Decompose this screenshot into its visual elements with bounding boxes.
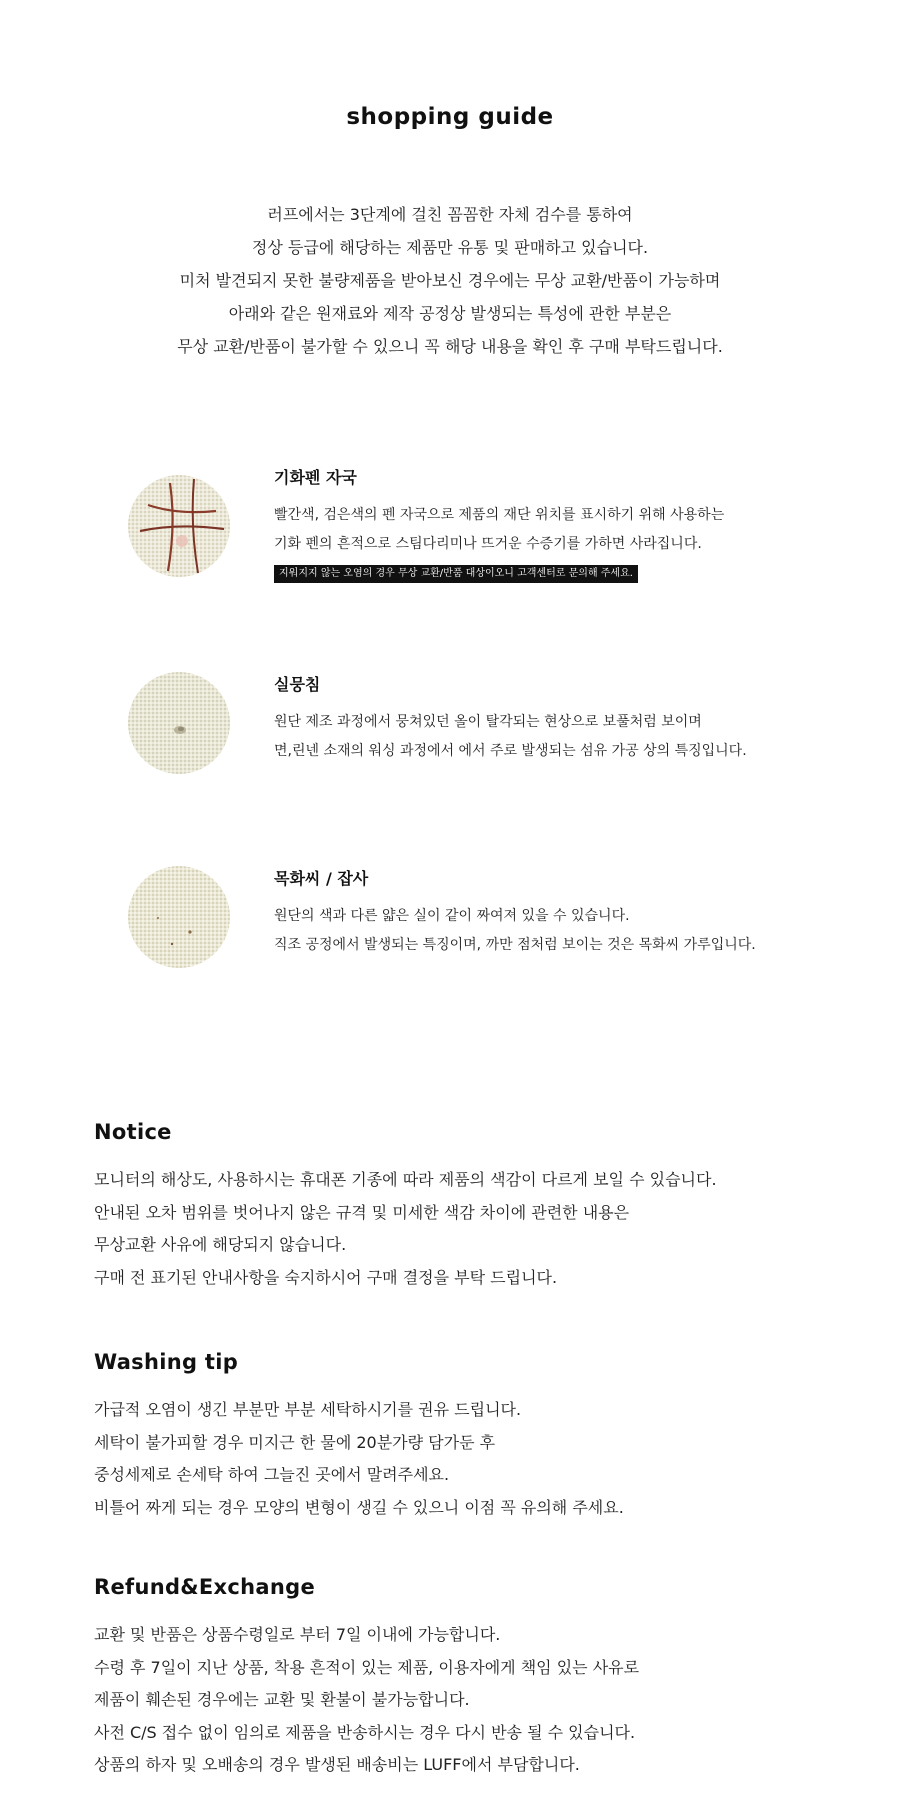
washing-line: 중성세제로 손세탁 하여 그늘진 곳에서 말려주세요. xyxy=(94,1465,450,1484)
refund-line: 상품의 하자 및 오배송의 경우 발생된 배송비는 LUFF에서 부담합니다. xyxy=(94,1755,580,1774)
refund-exchange-heading: Refund&Exchange xyxy=(94,1575,315,1599)
description-line: 빨간색, 검은색의 펜 자국으로 제품의 재단 위치를 표시하기 위해 사용하는 xyxy=(274,507,725,523)
refund-exchange-body xyxy=(94,1619,639,1782)
slub-swatch-image xyxy=(128,672,230,774)
notice-body xyxy=(94,1164,717,1294)
notice-line: 모니터의 해상도, 사용하시는 휴대폰 기종에 따라 제품의 색감이 다르게 보일 수 있습니다. xyxy=(94,1170,717,1189)
item-title: 목화씨 / 잡사 xyxy=(274,869,369,888)
refund-line: 교환 및 반품은 상품수령일로 부터 7일 이내에 가능합니다. xyxy=(94,1625,501,1644)
description-line: 면,린넨 소재의 워싱 과정에서 에서 주로 발생되는 섬유 가공 상의 특징입니다. xyxy=(274,743,747,759)
intro-line: 아래와 같은 원재료와 제작 공정상 발생되는 특성에 관한 부분은 xyxy=(228,304,672,323)
notice-heading: Notice xyxy=(94,1120,172,1144)
pen-mark-swatch-image xyxy=(128,475,230,577)
refund-line: 사전 C/S 접수 없이 임의로 제품을 반송하시는 경우 다시 반송 될 수 있습니다. xyxy=(94,1722,636,1742)
notice-line: 구매 전 표기된 안내사항을 숙지하시어 구매 결정을 부탁 드립니다. xyxy=(94,1267,558,1287)
washing-line: 세탁이 불가피할 경우 미지근 한 물에 20분가량 담가둔 후 xyxy=(94,1432,496,1452)
cotton-seed-swatch-image xyxy=(128,866,230,968)
intro-text xyxy=(0,198,900,363)
refund-line: 수령 후 7일이 지난 상품, 착용 흔적이 있는 제품, 이용자에게 책임 있는 사유로 xyxy=(94,1657,640,1677)
description-line: 원단 제조 과정에서 뭉쳐있던 올이 탈각되는 현상으로 보풀처럼 보이며 xyxy=(274,714,702,730)
description-line: 기화 펜의 흔적으로 스팀다리미나 뜨거운 수증기를 가하면 사라집니다. xyxy=(274,536,702,552)
notice-line: 무상교환 사유에 해당되지 않습니다. xyxy=(94,1235,347,1254)
washing-tip-body xyxy=(94,1394,624,1524)
page-title: shopping guide xyxy=(346,104,554,130)
intro-line: 정상 등급에 해당하는 제품만 유통 및 판매하고 있습니다. xyxy=(251,238,649,257)
item-title: 실뭉침 xyxy=(274,675,321,694)
washing-line: 가급적 오염이 생긴 부분만 부분 세탁하시기를 권유 드립니다. xyxy=(94,1400,522,1419)
notice-line: 안내된 오차 범위를 벗어나지 않은 규격 및 미세한 색감 차이에 관련한 내용은 xyxy=(94,1202,630,1222)
description-line: 원단의 색과 다른 얇은 실이 같이 짜여져 있을 수 있습니다. xyxy=(274,908,630,924)
washing-line: 비틀어 짜게 되는 경우 모양의 변형이 생길 수 있으니 이점 꼭 유의해 주세요. xyxy=(94,1497,624,1517)
item-description xyxy=(274,501,724,559)
refund-line: 제품이 훼손된 경우에는 교환 및 환불이 불가능합니다. xyxy=(94,1690,470,1709)
intro-line: 러프에서는 3단계에 걸친 꼼꼼한 자체 검수를 통하여 xyxy=(267,205,633,224)
item-description xyxy=(274,708,747,766)
washing-tip-heading: Washing tip xyxy=(94,1350,239,1374)
warning-badge: 지워지지 않는 오염의 경우 무상 교환/반품 대상이오니 고객센터로 문의해 주세요. xyxy=(274,565,638,583)
item-title: 기화펜 자국 xyxy=(274,468,357,487)
item-description xyxy=(274,902,756,960)
intro-line: 무상 교환/반품이 불가할 수 있으니 꼭 해당 내용을 확인 후 구매 부탁드립니다. xyxy=(177,337,723,356)
description-line: 직조 공정에서 발생되는 특징이며, 까만 점처럼 보이는 것은 목화씨 가루입니다. xyxy=(274,937,756,953)
intro-line: 미처 발견되지 못한 불량제품을 받아보신 경우에는 무상 교환/반품이 가능하며 xyxy=(179,271,721,290)
